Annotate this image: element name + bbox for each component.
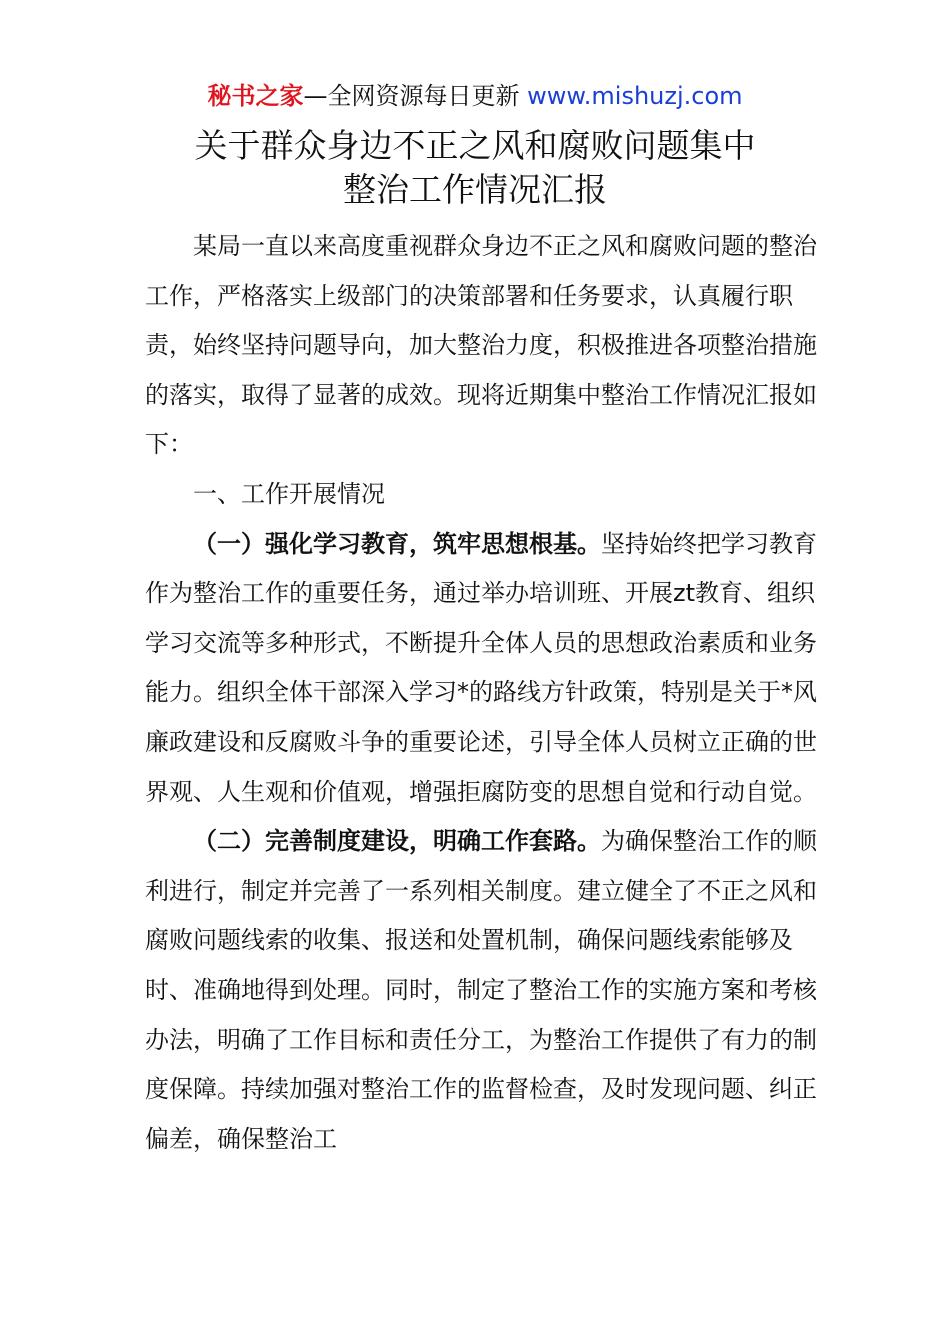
item-1-heading: （一）强化学习教育，筑牢思想根基。 [193,529,601,558]
brand-name: 秘书之家 [207,82,304,110]
intro-paragraph: 某局一直以来高度重视群众身边不正之风和腐败问题的整治工作，严格落实上级部门的决策部署和任务要求，认真履行职责，始终坚持问题导向，加大整治力度，积极推进各项整治措施的落实，取得了显著的成效。现将近期集中整治工作情况汇报如下： [145,232,817,459]
item-2-paragraph [145,817,825,1164]
item-2-body: 为确保整治工作的顺利进行，制定并完善了一系列相关制度。建立健全了不正之风和腐败问题线索的收集、报送和处置机制，确保问题线索能够及时、准确地得到处理。同时，制定了整治工作的实施方案和考核办法，明确了工作目标和责任分工，为整治工作提供了有力的制度保障。持续加强对整治工作的监督检查，及时发现问题、纠正偏差，确保整治工 [145,827,817,1153]
item-1-paragraph [145,520,825,818]
item-1-body: 坚持始终把学习教育作为整治工作的重要任务，通过举办培训班、开展zt教育、组织学习交流等多种形式，不断提升全体人员的思想政治素质和业务能力。组织全体干部深入学习*的路线方针政策，特别是关于*风廉政建设和反腐败斗争的重要论述，引导全体人员树立正确的世界观、人生观和价值观，增强拒腐防变的思想自觉和行动自觉。 [145,529,817,806]
document-body [145,222,825,1164]
title-line-2: 整治工作情况汇报 [343,170,607,209]
site-header [0,80,950,112]
section-heading: 一、工作开展情况 [193,479,385,508]
document-title [0,124,950,212]
site-url-link[interactable]: www.mishuzj.com [527,82,743,110]
header-tagline: —全网资源每日更新 [303,82,528,110]
item-2-heading: （二）完善制度建设，明确工作套路。 [193,827,601,856]
title-line-1: 关于群众身边不正之风和腐败问题集中 [194,126,756,165]
